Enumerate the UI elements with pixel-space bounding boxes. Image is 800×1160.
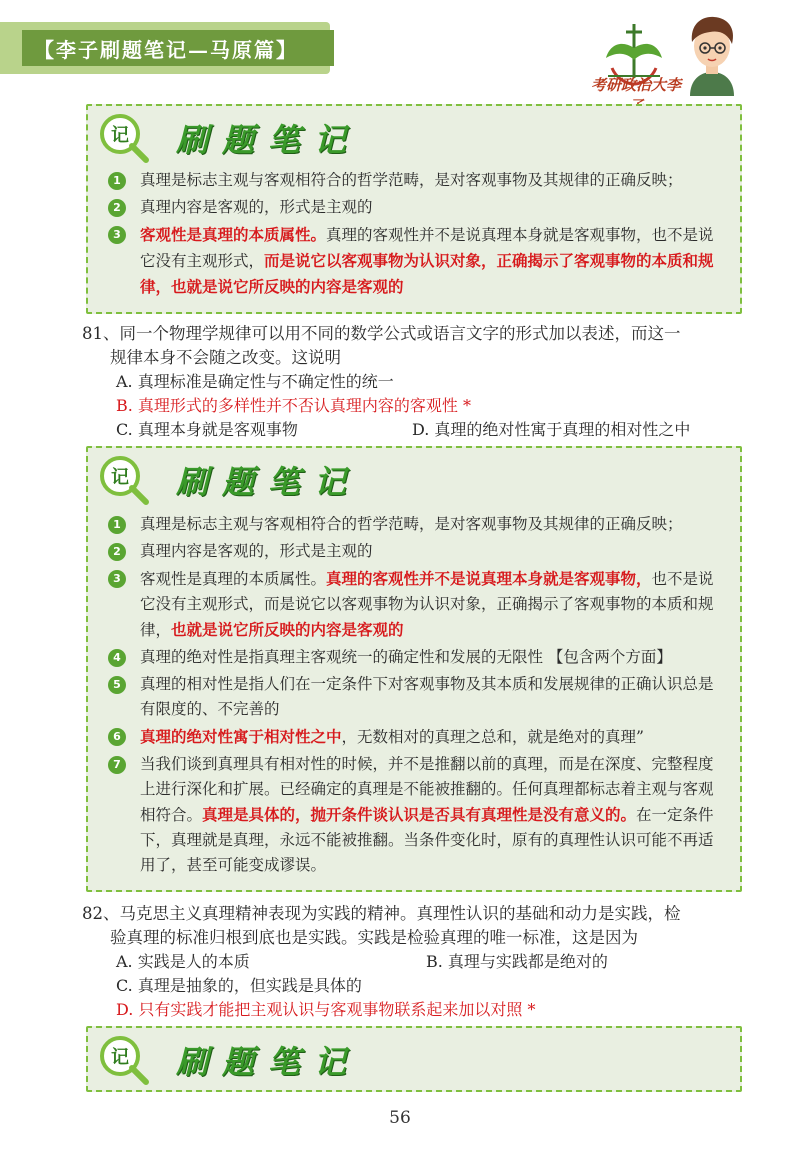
magnifier-note-icon (96, 112, 152, 164)
note-title: 刷题笔记 (176, 463, 361, 501)
list-item (106, 195, 724, 220)
number-badge-icon: 7 (108, 756, 126, 774)
note-text: 真理的绝对性是指真理主客观统一的确定性和发展的无限性 【包含两个方面】 (140, 648, 672, 666)
number-badge-icon: 1 (108, 516, 126, 534)
list-item (106, 752, 724, 878)
list-item (106, 512, 724, 537)
option-c: C. 真理本身就是客观事物 (116, 420, 298, 439)
note-box-2 (86, 446, 742, 892)
note-text: 真理内容是客观的，形式是主观的 (140, 198, 373, 216)
question-stem: 82、马克思主义真理精神表现为实践的精神。真理性认识的基础和动力是实践，检 (82, 904, 681, 923)
option-b-answer: B. 真理形式的多样性并不否认真理内容的客观性 * (116, 396, 472, 415)
note-text: 真理是标志主观与客观相符合的哲学范畴，是对客观事物及其规律的正确反映； (140, 515, 683, 533)
number-badge-icon: 4 (108, 649, 126, 667)
question-81 (82, 322, 746, 442)
number-badge-icon: 1 (108, 172, 126, 190)
note-text: 客观性是真理的本质属性。 (140, 570, 327, 588)
question-82 (82, 902, 746, 1022)
note-text: 真理的客观性并不是说真理本身就是客观事物，也不是说它没有主观形式， (140, 226, 714, 270)
note-header (96, 112, 360, 164)
number-badge-icon: 5 (108, 676, 126, 694)
note-text: 当我们谈到真理具有相对性的时候，并不是推翻以前的真理，而是在深度、完整程度上进行深化和扩展。已经确定的真理是不能被推翻的。任何真理都标志着主观与客观相符合。 (140, 755, 714, 824)
list-item (106, 539, 724, 564)
note-header (96, 1034, 360, 1086)
list-item (106, 672, 724, 722)
option-d: D. 真理的绝对性寓于真理的相对性之中 (412, 420, 691, 439)
note-text: 在一定条件下，真理就是真理，永远不能被推翻。当条件变化时，原有的真理性认识可能不再适用了，甚至可能变成谬误。 (140, 806, 714, 874)
number-badge-icon: 3 (108, 570, 126, 588)
option-b: B. 真理与实践都是绝对的 (426, 952, 608, 971)
note-text: 也不是说它没有主观形式，而是说它以客观事物为认识对象，正确揭示了客观事物的本质和规律， (140, 570, 714, 639)
note-list (106, 168, 724, 302)
avatar-illustration (680, 10, 744, 96)
option-a: A. 实践是人的本质 (116, 952, 250, 971)
list-item (106, 566, 724, 643)
note-text-emphasis: 而是说它以客观事物为认识对象，正确揭示了客观事物的本质和规律，也就是说它所反映的内容是客观的 (140, 251, 714, 296)
note-text-emphasis: 真理是具体的，抛开条件谈认识是否具有真理性是没有意义的。 (202, 805, 637, 824)
question-stem: 81、同一个物理学规律可以用不同的数学公式或语言文字的形式加以表述，而这一 (82, 324, 681, 343)
note-text: ，无数相对的真理之总和，就是绝对的真理” (341, 728, 644, 746)
note-header (96, 454, 360, 506)
number-badge-icon: 2 (108, 199, 126, 217)
svg-text:记: 记 (111, 125, 129, 146)
header-banner (22, 30, 334, 66)
note-text-emphasis: 真理的客观性并不是说真理本身就是客观事物， (326, 569, 652, 588)
list-item (106, 645, 724, 670)
list-item (106, 724, 724, 750)
magnifier-note-icon (96, 1034, 152, 1086)
question-stem: 规律本身不会随之改变。这说明 (110, 348, 341, 367)
note-text: 真理内容是客观的，形式是主观的 (140, 542, 373, 560)
option-row (82, 950, 746, 974)
note-box-3 (86, 1026, 742, 1092)
note-text-emphasis: 真理的绝对性寓于相对性之中 (140, 727, 342, 746)
note-box-1 (86, 104, 742, 314)
option-row (82, 418, 746, 442)
option-c: C. 真理是抽象的，但实践是具体的 (116, 976, 362, 995)
page-number: 56 (389, 1108, 411, 1128)
list-item (106, 222, 724, 300)
number-badge-icon: 2 (108, 543, 126, 561)
option-a: A. 真理标准是确定性与不确定性的统一 (116, 372, 394, 391)
list-item (106, 168, 724, 193)
logo-text: 考研政治大李 (590, 76, 681, 94)
note-list (106, 512, 724, 880)
question-stem: 验真理的标准归根到底也是实践。实践是检验真理的唯一标准，这是因为 (110, 928, 638, 947)
option-d-answer: D. 只有实践才能把主观认识与客观事物联系起来加以对照 * (116, 1000, 536, 1019)
svg-text:记: 记 (111, 1047, 129, 1068)
note-title: 刷题笔记 (176, 1043, 361, 1081)
magnifier-note-icon (96, 454, 152, 506)
note-title: 刷题笔记 (176, 121, 361, 159)
note-text-emphasis: 客观性是真理的本质属性。 (140, 225, 327, 244)
note-text: 真理的相对性是指人们在一定条件下对客观事物及其本质和发展规律的正确认识总是有限度的、不完善的 (140, 675, 714, 718)
banner-title: 【李子刷题笔记—马原篇】 (34, 37, 298, 62)
note-text: 真理是标志主观与客观相符合的哲学范畴，是对客观事物及其规律的正确反映； (140, 171, 683, 189)
svg-text:记: 记 (111, 467, 129, 488)
number-badge-icon: 6 (108, 728, 126, 746)
note-text-emphasis: 也就是说它所反映的内容是客观的 (171, 620, 404, 639)
number-badge-icon: 3 (108, 226, 126, 244)
